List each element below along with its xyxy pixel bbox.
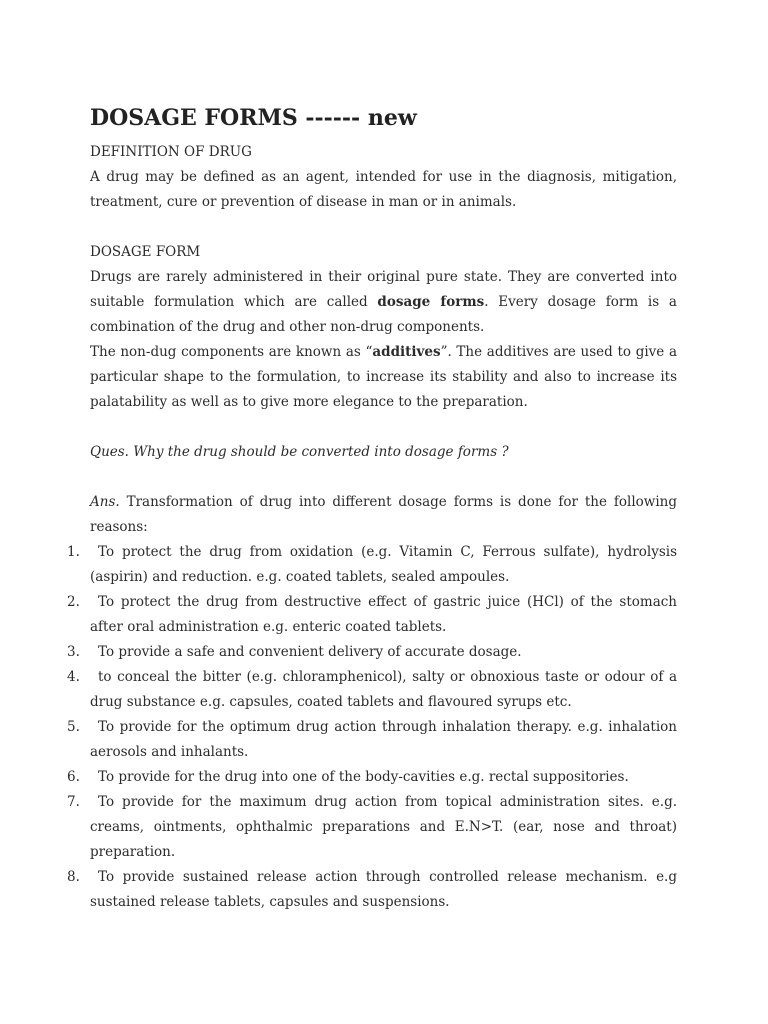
reason-text: to conceal the bitter (e.g. chloramphenicol), salty or obnoxious taste or odour of a drug substance e.g. capsules, coated tablets and flavoured syrups etc. [90, 669, 677, 710]
question-text: Ques. Why the drug should be converted into dosage forms ? [90, 444, 509, 460]
dosage-form-p2-before: The non-dug components are known as “ [90, 344, 373, 360]
reason-text: To provide for the drug into one of the body-cavities e.g. rectal suppositories. [98, 769, 629, 785]
reason-item [67, 790, 677, 865]
reason-number: 2. [67, 594, 80, 610]
answer-label: Ans. [90, 494, 120, 510]
dosage-form-p2-after: ”. The additives are used to give a particular shape to the formulation, to increase its stability and also to increase its palatability as well as to give more elegance to the preparation. [90, 344, 678, 410]
definition-heading: DEFINITION OF DRUG [90, 144, 252, 160]
reason-number: 5. [67, 719, 80, 735]
reason-item [67, 765, 677, 790]
reason-item [67, 590, 677, 640]
reason-item [67, 640, 677, 665]
reason-item [67, 540, 677, 590]
dosage-form-paragraph-1 [90, 265, 677, 340]
answer-text: Transformation of drug into different dosage forms is done for the following reasons: [90, 494, 677, 535]
spacer [90, 465, 677, 490]
dosage-form-p1-after: . Every dosage form is a combination of the drug and other non-drug components. [90, 294, 677, 335]
spacer [90, 415, 677, 440]
reason-item [67, 665, 677, 715]
reason-text: To provide a safe and convenient delivery of accurate dosage. [98, 644, 522, 660]
reason-number: 1. [67, 544, 80, 560]
reason-number: 3. [67, 644, 80, 660]
reasons-list [67, 540, 677, 915]
dosage-form-paragraph-2 [90, 340, 677, 415]
reason-text: To provide for the maximum drug action from topical administration sites. e.g. creams, ointments, ophthalmic preparations and E.N>T. (ear, nose and throat) preparation. [90, 794, 677, 860]
answer-paragraph [90, 490, 677, 540]
reason-number: 6. [67, 769, 80, 785]
definition-text: A drug may be defined as an agent, intended for use in the diagnosis, mitigation, treatment, cure or prevention of disease in man or in animals. [90, 169, 677, 210]
reason-number: 7. [67, 794, 80, 810]
document-title: DOSAGE FORMS ------ new [90, 105, 417, 131]
reason-item [67, 865, 677, 915]
dosage-form-heading: DOSAGE FORM [90, 244, 201, 260]
reason-text: To provide for the optimum drug action through inhalation therapy. e.g. inhalation aerosols and inhalants. [90, 719, 677, 760]
reason-text: To protect the drug from oxidation (e.g. Vitamin C, Ferrous sulfate), hydrolysis (aspirin) and reduction. e.g. coated tablets, sealed ampoules. [90, 544, 677, 585]
reason-text: To provide sustained release action through controlled release mechanism. e.g sustained release tablets, capsules and suspensions. [90, 869, 677, 910]
additives-term: additives [372, 344, 441, 360]
dosage-forms-term: dosage forms [377, 294, 485, 310]
dosage-form-p1-before: Drugs are rarely administered in their original pure state. They are converted into suitable formulation which are called [90, 269, 677, 310]
reason-item [67, 715, 677, 765]
spacer [90, 215, 677, 240]
reason-text: To protect the drug from destructive effect of gastric juice (HCl) of the stomach after oral administration e.g. enteric coated tablets. [90, 594, 677, 635]
document-page [67, 100, 678, 915]
reason-number: 4. [67, 669, 80, 685]
reason-number: 8. [67, 869, 80, 885]
